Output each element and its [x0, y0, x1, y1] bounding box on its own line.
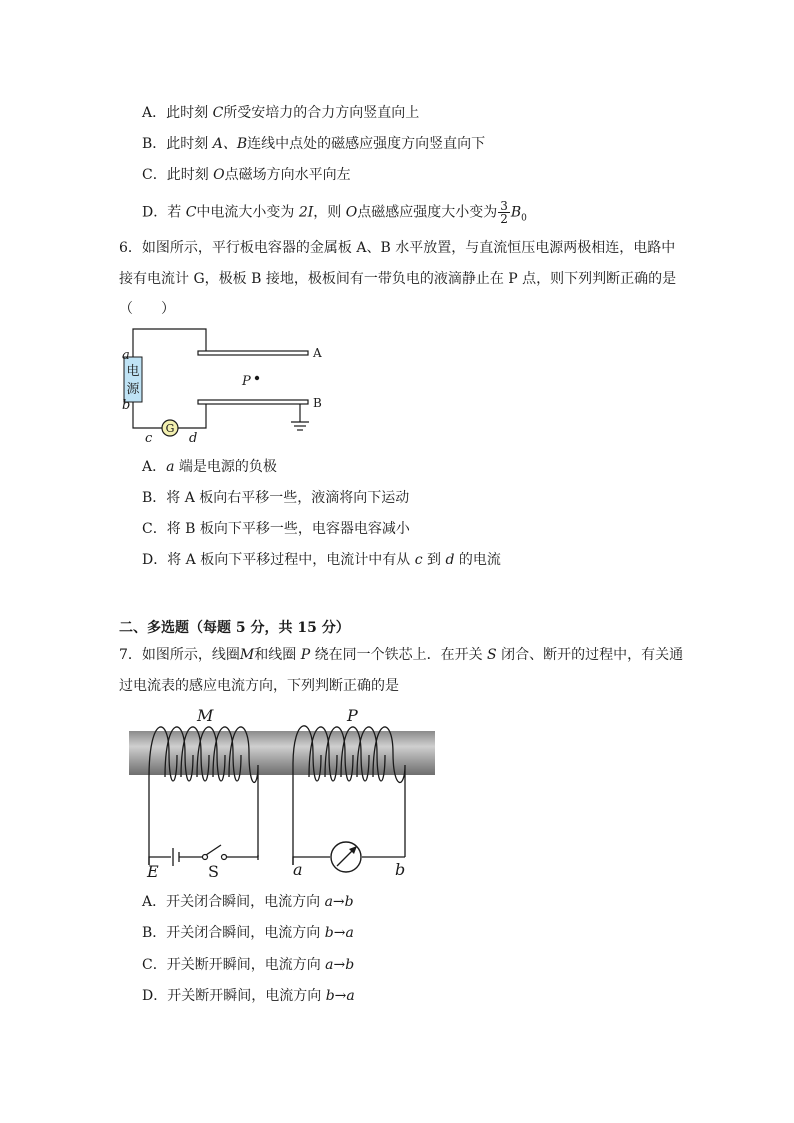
switch-pivot: [203, 855, 208, 860]
power-source-label-1: 电: [126, 364, 140, 379]
coils-on-iron-core-diagram: [125, 705, 445, 880]
label-coil-p: P: [347, 706, 358, 725]
q6-option-c: C．将 B 板向下平移一些，电容器电容减小: [142, 521, 410, 537]
galvanometer-label: G: [165, 422, 175, 435]
q7-stem-line1: 7．如图所示，线圈M和线圈 P 绕在同一个铁芯上．在开关 S 闭合、断开的过程中，有关通: [119, 647, 684, 663]
capacitor-circuit-diagram: [115, 325, 335, 445]
q6-stem-line1: 6．如图所示，平行板电容器的金属板 A、B 水平放置，与直流恒压电源两极相连，电路中: [119, 240, 676, 256]
q7-option-d: D．开关断开瞬间，电流方向 b→a: [142, 988, 355, 1004]
label-point-p: P: [242, 374, 251, 389]
q5-option-c: C．此时刻 O点磁场方向水平向左: [142, 167, 351, 183]
q7-option-a: A．开关闭合瞬间，电流方向 a→b: [142, 894, 354, 910]
q5-option-b: B．此时刻 A、B连线中点处的磁感应强度方向竖直向下: [142, 136, 486, 152]
section-heading-multiple-choice: 二、多选题（每题 5 分，共 15 分）: [119, 620, 350, 636]
label-node-c: c: [145, 431, 153, 446]
label-plate-b: B: [313, 396, 322, 410]
q7-option-c: C．开关断开瞬间，电流方向 a→b: [142, 957, 355, 973]
q6-option-b: B．将 A 板向右平移一些，液滴将向下运动: [142, 490, 410, 506]
power-source-label-2: 源: [126, 382, 140, 397]
label-switch-s: S: [208, 862, 219, 881]
label-coil-m: M: [197, 706, 214, 725]
label-terminal-b: b: [122, 398, 131, 413]
q5-option-d: D．若 C中电流大小变为 2I，则 O点磁感应强度大小变为 $\frac{3}{2}$ $B_0$: [142, 199, 527, 226]
fraction-three-halves: $\frac{3}{2}$: [500, 199, 508, 226]
label-terminal-b: b: [395, 860, 406, 879]
q6-option-d: D．将 A 板向下平移过程中，电流计中有从 c 到 d 的电流: [142, 552, 501, 568]
label-plate-a: A: [313, 346, 322, 360]
label-terminal-a: a: [293, 860, 303, 879]
q5-option-a: A．此时刻 C所受安培力的合力方向竖直向上: [142, 105, 420, 121]
label-node-d: d: [189, 431, 198, 446]
q7-option-b: B．开关闭合瞬间，电流方向 b→a: [142, 925, 354, 941]
q6-option-a: A．a 端是电源的负极: [142, 459, 277, 475]
q7-stem-line2: 过电流表的感应电流方向，下列判断正确的是: [119, 678, 399, 694]
label-battery-e: E: [147, 862, 159, 881]
label-terminal-a: a: [122, 348, 130, 363]
droplet-dot: [255, 376, 259, 380]
q6-answer-paren: （ ）: [119, 301, 175, 317]
switch-contact: [222, 855, 227, 860]
iron-core: [129, 731, 435, 775]
q6-stem-line2: 接有电流计 G，极板 B 接地，极板间有一带负电的液滴静止在 P 点，则下列判断正确的是: [119, 271, 677, 287]
